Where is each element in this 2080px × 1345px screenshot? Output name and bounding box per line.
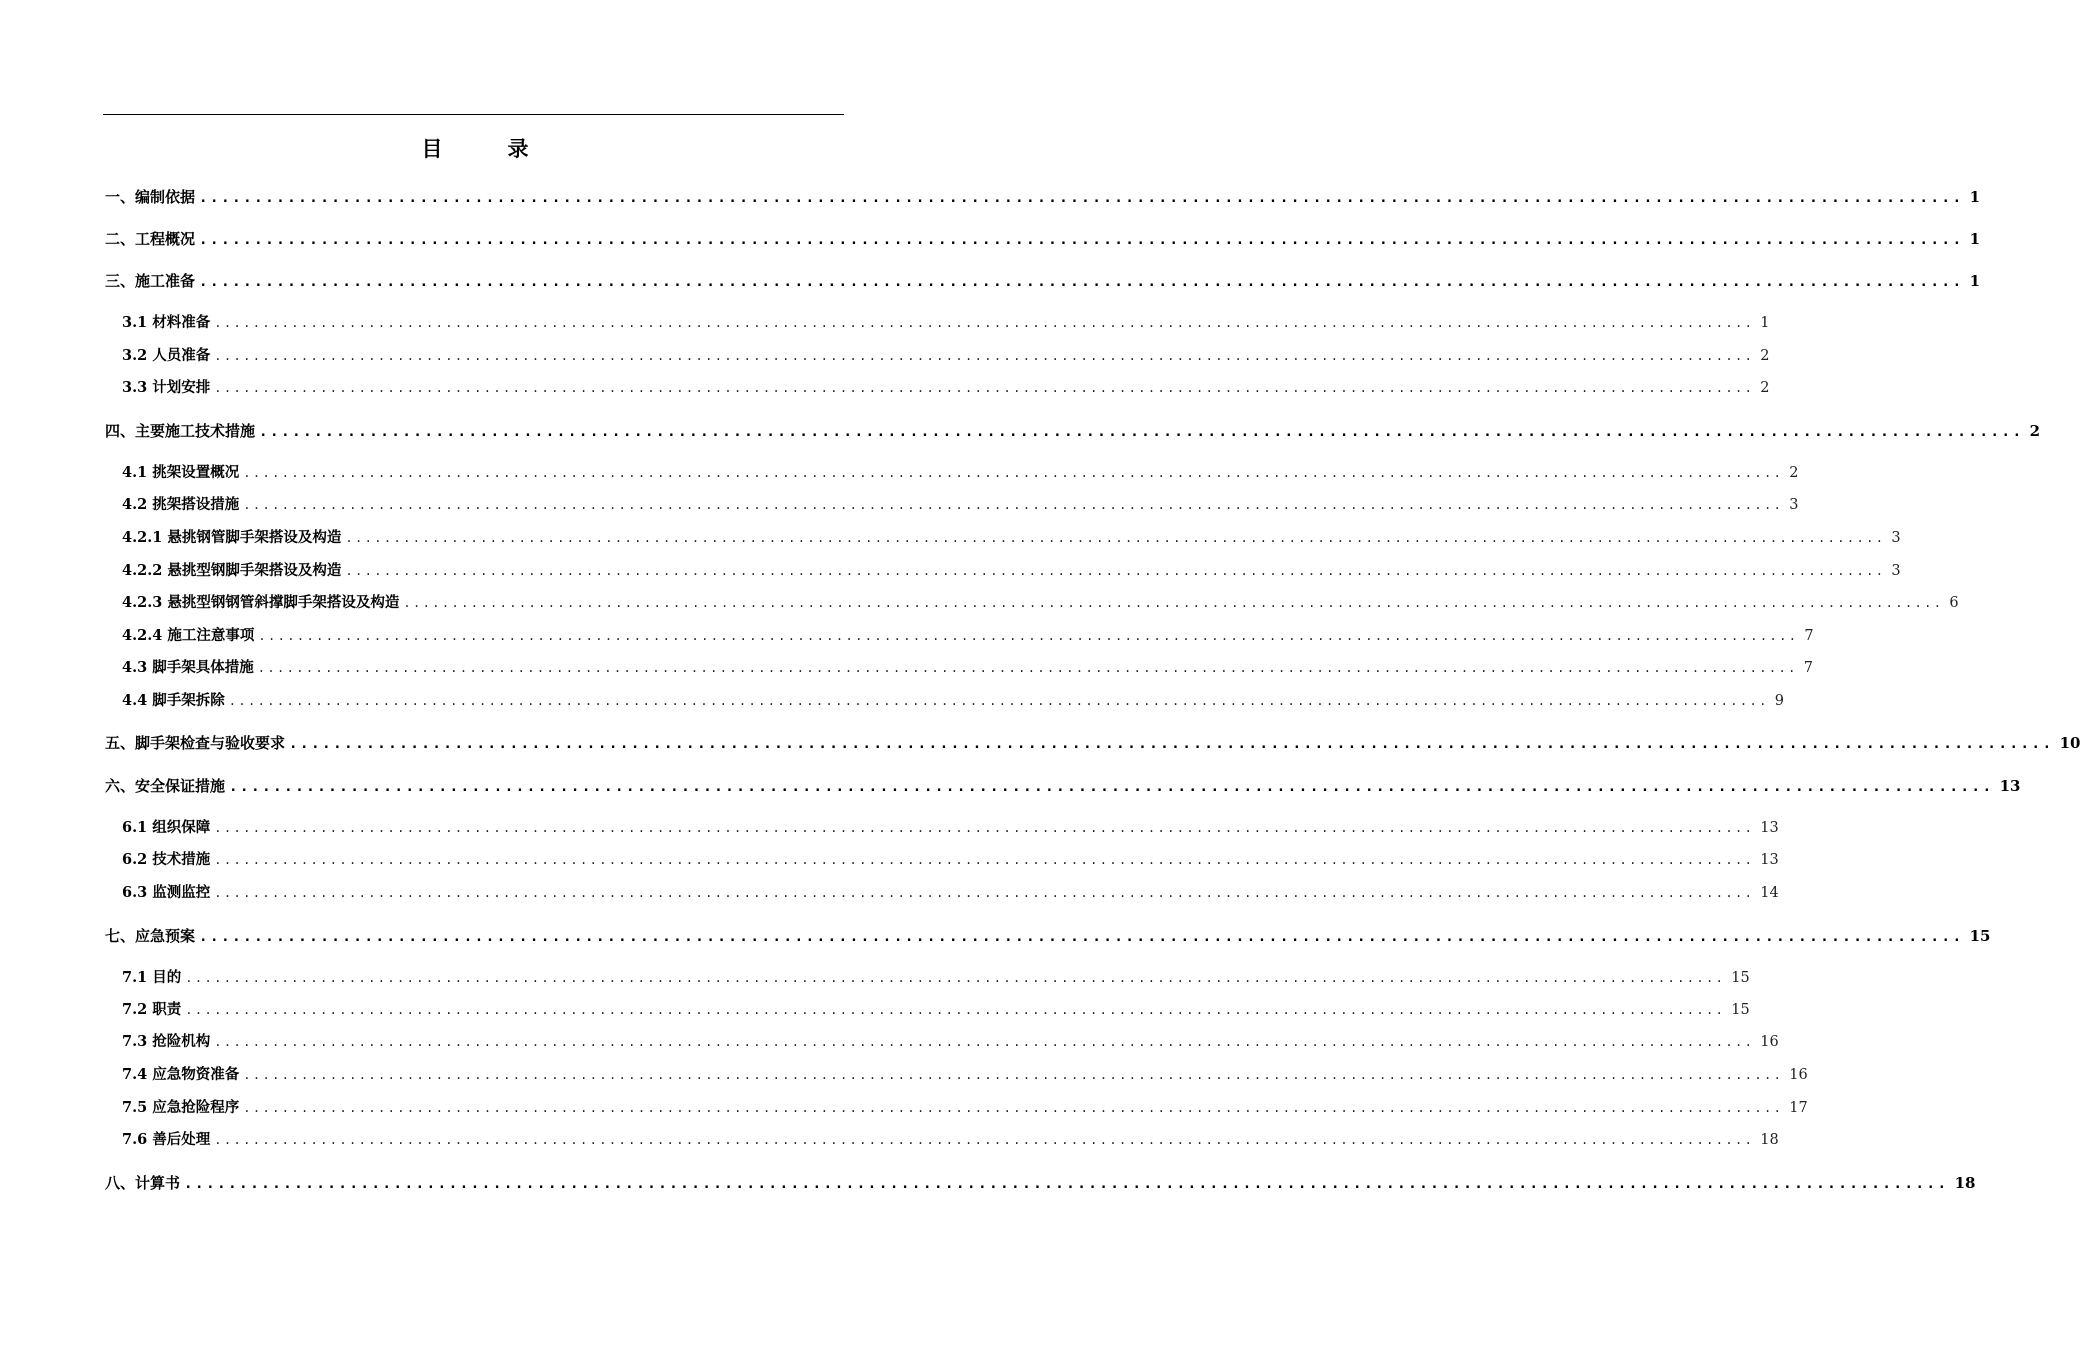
toc-entry[interactable]: [105, 270, 1981, 292]
toc-subentry-page: 9: [1774, 693, 1784, 709]
toc-subentry-page: 3: [1891, 563, 1901, 579]
toc-subentry-page: 18: [1760, 1132, 1779, 1148]
toc-subentry-label: 7.2 职责: [122, 1001, 182, 1018]
toc-leader-dots: ................................................................................................................................................................: [214, 853, 1755, 867]
toc-subentry-page: 16: [1789, 1067, 1808, 1083]
toc-subentry[interactable]: [122, 1064, 1808, 1086]
toc-entry[interactable]: [105, 420, 2041, 442]
toc-entry[interactable]: [105, 925, 1991, 947]
toc-subentry-label: 7.4 应急物资准备: [122, 1066, 240, 1083]
toc-entry-label: 四、主要施工技术措施: [105, 422, 256, 440]
toc-entry-page: 2: [2029, 422, 2041, 440]
toc-entry-page: 1: [1969, 272, 1981, 290]
toc-subentry-page: 2: [1760, 380, 1770, 396]
toc-subentry[interactable]: [122, 690, 1784, 712]
toc-leader-dots: ................................................................................................................................................................: [228, 694, 1769, 708]
toc-subentry-page: 15: [1731, 970, 1750, 986]
toc-leader-dots: ................................................................................................................................................................: [257, 661, 1798, 675]
toc-subentry[interactable]: [122, 462, 1799, 484]
toc-subentry-label: 6.3 监测监控: [122, 884, 211, 901]
toc-leader-dots: ................................................................................................................................................................: [199, 232, 1964, 248]
toc-entry-page: 18: [1954, 1174, 1976, 1192]
toc-entry[interactable]: [105, 186, 1981, 208]
toc-leader-dots: ................................................................................................................................................................: [199, 274, 1964, 290]
toc-subentry[interactable]: [122, 527, 1901, 549]
toc-subentry-page: 13: [1760, 852, 1779, 868]
toc-leader-dots: ................................................................................................................................................................: [259, 424, 2024, 440]
toc-subentry-label: 4.2.3 悬挑型钢钢管斜撑脚手架搭设及构造: [122, 594, 400, 611]
toc-leader-dots: ................................................................................................................................................................: [345, 531, 1886, 545]
toc-leader-dots: ................................................................................................................................................................: [345, 564, 1886, 578]
toc-subentry-page: 14: [1760, 885, 1779, 901]
toc-subentry[interactable]: [122, 967, 1750, 989]
toc-entry-label: 一、编制依据: [105, 188, 196, 206]
toc-entry[interactable]: [105, 228, 1981, 250]
toc-leader-dots: ................................................................................................................................................................: [243, 498, 1784, 512]
toc-subentry-label: 4.2.2 悬挑型钢脚手架搭设及构造: [122, 562, 342, 579]
toc-leader-dots: ................................................................................................................................................................: [214, 1035, 1755, 1049]
toc-entry-page: 1: [1969, 188, 1981, 206]
toc-subentry[interactable]: [122, 999, 1750, 1021]
toc-entry-page: 15: [1969, 927, 1991, 945]
toc-entry-label: 三、施工准备: [105, 272, 196, 290]
toc-leader-dots: ................................................................................................................................................................: [258, 629, 1799, 643]
toc-entry-page: 10: [2059, 734, 2080, 752]
toc-subentry[interactable]: [122, 494, 1799, 516]
toc-subentry[interactable]: [122, 882, 1779, 904]
toc-subentry-page: 3: [1789, 497, 1799, 513]
toc-entry-label: 二、工程概况: [105, 230, 196, 248]
toc-leader-dots: ................................................................................................................................................................: [214, 821, 1755, 835]
toc-subentry[interactable]: [122, 625, 1814, 647]
toc-subentry[interactable]: [122, 1097, 1808, 1119]
toc-subentry-label: 7.5 应急抢险程序: [122, 1099, 240, 1116]
toc-subentry[interactable]: [122, 312, 1770, 334]
toc-subentry-page: 16: [1760, 1034, 1779, 1050]
toc-subentry-label: 7.6 善后处理: [122, 1131, 211, 1148]
toc-subentry-page: 3: [1891, 530, 1901, 546]
toc-subentry-label: 3.1 材料准备: [122, 314, 211, 331]
toc-subentry-label: 4.2 挑架搭设措施: [122, 496, 240, 513]
toc-entry[interactable]: [105, 1172, 1976, 1194]
toc-subentry[interactable]: [122, 849, 1779, 871]
toc-subentry-page: 2: [1760, 348, 1770, 364]
toc-subentry[interactable]: [122, 1129, 1779, 1151]
toc-leader-dots: ................................................................................................................................................................: [214, 316, 1755, 330]
toc-subentry-label: 4.2.1 悬挑钢管脚手架搭设及构造: [122, 529, 342, 546]
toc-leader-dots: ................................................................................................................................................................: [289, 736, 2054, 752]
toc-leader-dots: ................................................................................................................................................................: [243, 1068, 1784, 1082]
toc-subentry-label: 4.2.4 施工注意事项: [122, 627, 255, 644]
toc-subentry-label: 6.1 组织保障: [122, 819, 211, 836]
toc-subentry-label: 3.2 人员准备: [122, 347, 211, 364]
toc-subentry[interactable]: [122, 592, 1959, 614]
toc-title: 目 录: [421, 136, 551, 161]
toc-subentry[interactable]: [122, 560, 1901, 582]
toc-subentry-page: 13: [1760, 820, 1779, 836]
toc-leader-dots: ................................................................................................................................................................: [214, 886, 1755, 900]
toc-leader-dots: ................................................................................................................................................................: [214, 1133, 1755, 1147]
toc-leader-dots: ................................................................................................................................................................: [185, 971, 1726, 985]
toc-subentry-label: 3.3 计划安排: [122, 379, 211, 396]
toc-subentry-label: 4.1 挑架设置概况: [122, 464, 240, 481]
toc-leader-dots: ................................................................................................................................................................: [214, 349, 1755, 363]
toc-leader-dots: ................................................................................................................................................................: [185, 1003, 1726, 1017]
toc-leader-dots: ................................................................................................................................................................: [214, 381, 1755, 395]
toc-subentry-page: 1: [1760, 315, 1770, 331]
toc-leader-dots: ................................................................................................................................................................: [229, 779, 1994, 795]
toc-subentry[interactable]: [122, 377, 1770, 399]
toc-subentry-label: 4.4 脚手架拆除: [122, 692, 225, 709]
toc-entry-page: 1: [1969, 230, 1981, 248]
toc-subentry[interactable]: [122, 817, 1779, 839]
toc-entry[interactable]: [105, 775, 2021, 797]
toc-subentry[interactable]: [122, 345, 1770, 367]
toc-entry-label: 七、应急预案: [105, 927, 196, 945]
toc-subentry-page: 7: [1804, 628, 1814, 644]
toc-leader-dots: ................................................................................................................................................................: [243, 1101, 1784, 1115]
toc-subentry[interactable]: [122, 657, 1813, 679]
toc-leader-dots: ................................................................................................................................................................: [403, 596, 1944, 610]
toc-entry[interactable]: [105, 732, 2080, 754]
toc-subentry-page: 6: [1949, 595, 1959, 611]
toc-leader-dots: ................................................................................................................................................................: [199, 929, 1964, 945]
toc-entry-label: 五、脚手架检查与验收要求: [105, 734, 286, 752]
toc-leader-dots: ................................................................................................................................................................: [199, 190, 1964, 206]
toc-subentry-label: 7.3 抢险机构: [122, 1033, 211, 1050]
toc-subentry-label: 4.3 脚手架具体措施: [122, 659, 254, 676]
toc-subentry[interactable]: [122, 1031, 1779, 1053]
toc-subentry-page: 7: [1803, 660, 1813, 676]
toc-subentry-page: 17: [1789, 1100, 1808, 1116]
toc-entry-page: 13: [1999, 777, 2021, 795]
toc-subentry-label: 7.1 目的: [122, 969, 182, 986]
toc-subentry-label: 6.2 技术措施: [122, 851, 211, 868]
toc-leader-dots: ................................................................................................................................................................: [243, 466, 1784, 480]
toc-entry-label: 八、计算书: [105, 1174, 181, 1192]
toc-subentry-page: 15: [1731, 1002, 1750, 1018]
toc-leader-dots: ................................................................................................................................................................: [184, 1176, 1949, 1192]
toc-entry-label: 六、安全保证措施: [105, 777, 226, 795]
toc-subentry-page: 2: [1789, 465, 1799, 481]
